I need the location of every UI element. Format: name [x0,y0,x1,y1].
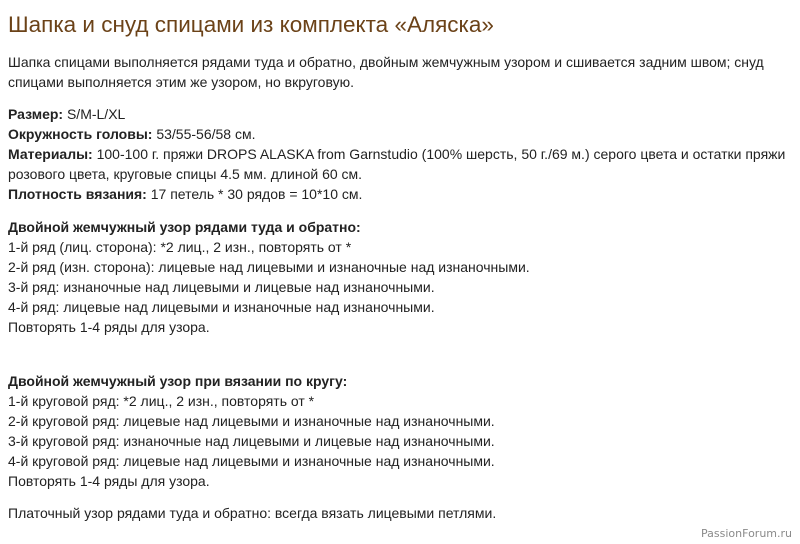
spec-head-value: 53/55-56/58 см. [152,126,256,142]
pattern-flat-section [8,217,792,337]
pattern-flat-row: 1-й ряд (лиц. сторона): *2 лиц., 2 изн., повторять от * [8,239,352,255]
spec-density-label: Плотность вязания: [8,186,147,202]
pattern-flat-row: 3-й ряд: изнаночные над лицевыми и лицевые над изнаночными. [8,279,435,295]
spec-density-value: 17 петель * 30 рядов = 10*10 см. [146,186,363,202]
spec-density [8,184,792,204]
pattern-round-section [8,371,792,491]
page-title: Шапка и снуд спицами из комплекта «Аляска» [8,12,494,37]
pattern-flat-row: 2-й ряд (изн. сторона): лицевые над лицевыми и изнаночные над изнаночными. [8,259,530,275]
specs-block [8,104,792,204]
article [8,0,792,523]
pattern-flat-heading: Двойной жемчужный узор рядами туда и обратно: [8,219,361,235]
site-watermark: PassionForum.ru [701,527,792,540]
spec-materials [8,144,792,184]
pattern-flat-row: 4-й ряд: лицевые над лицевыми и изнаночные над изнаночными. [8,299,435,315]
pattern-round-heading: Двойной жемчужный узор при вязании по кругу: [8,373,348,389]
pattern-round-repeat: Повторять 1-4 ряды для узора. [8,473,210,489]
spec-size [8,104,792,124]
pattern-round-row: 3-й круговой ряд: изнаночные над лицевыми и лицевые над изнаночными. [8,433,495,449]
pattern-flat-repeat: Повторять 1-4 ряды для узора. [8,319,210,335]
spec-head-circumference [8,124,792,144]
intro-paragraph: Шапка спицами выполняется рядами туда и обратно, двойным жемчужным узором и сшивается задним швом; снуд спицами выполняется этим же узором, но вкруговую. [8,54,764,90]
spec-materials-label: Материалы: [8,146,93,162]
spec-size-label: Размер: [8,106,64,122]
spec-head-label: Окружность головы: [8,126,153,142]
pattern-round-row: 4-й круговой ряд: лицевые над лицевыми и изнаночные над изнаночными. [8,453,495,469]
spec-size-value: S/M-L/XL [63,106,126,122]
pattern-round-row: 1-й круговой ряд: *2 лиц., 2 изн., повторять от * [8,393,315,409]
garter-stitch-note: Платочный узор рядами туда и обратно: всегда вязать лицевыми петлями. [8,505,497,521]
spec-materials-value: 100-100 г. пряжи DROPS ALASKA from Garnstudio (100% шерсть, 50 г./69 м.) серого цвета и остатки пряжи розового цвета, круговые спицы 4.5 мм. длиной 60 см. [8,146,786,182]
pattern-round-row: 2-й круговой ряд: лицевые над лицевыми и изнаночные над изнаночными. [8,413,495,429]
